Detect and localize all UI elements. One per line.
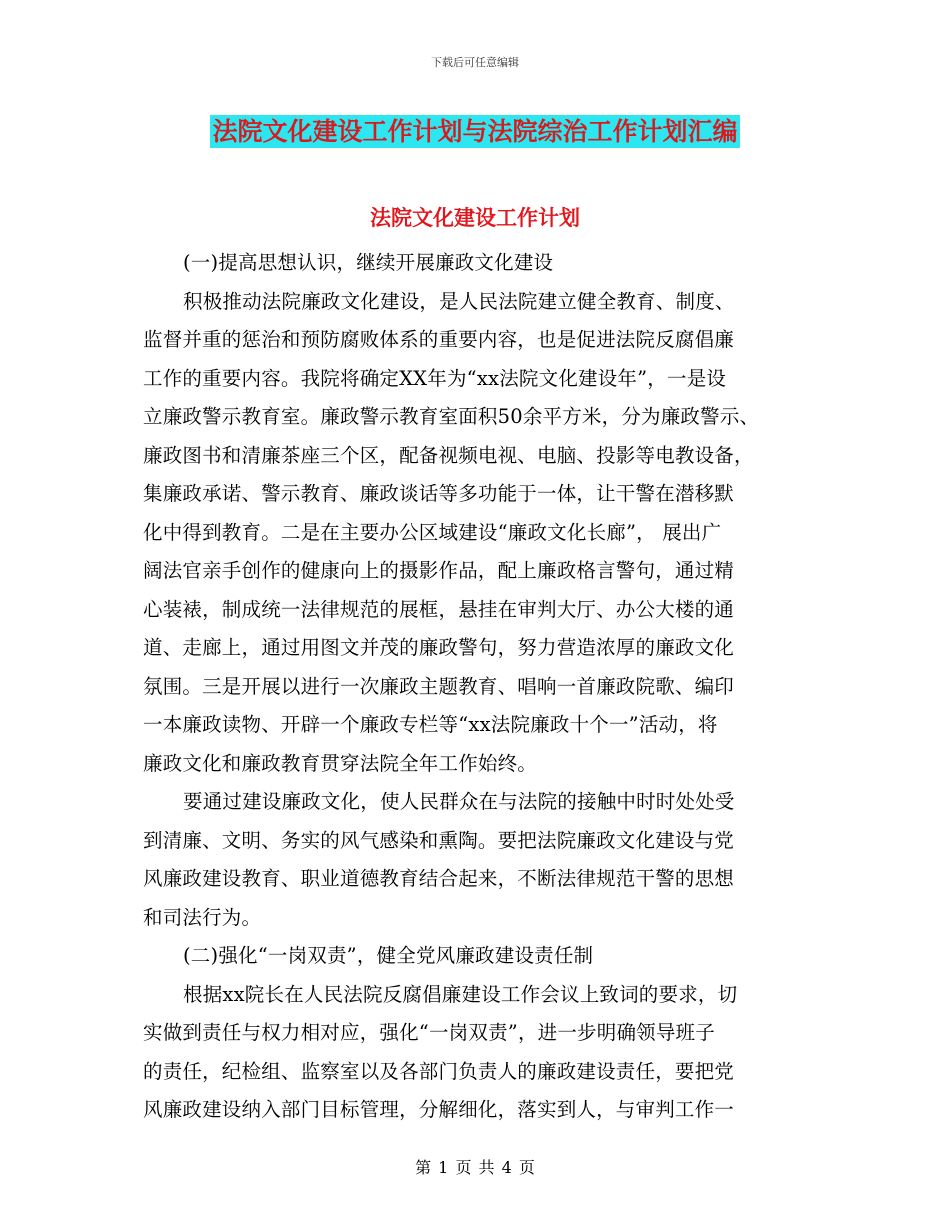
paragraph-line: 风廉政建设教育、职业道德教育结合起来，不断法律规范干警的思想 (143, 867, 735, 890)
paragraph-line: 实做到责任与权力相对应，强化“一岗双责”，进一步明确领导班子 (143, 1021, 715, 1044)
paragraph-line: 立廉政警示教育室。廉政警示教育室面积50余平方米，分为廉政警示、 (143, 405, 760, 428)
paragraph-line: 和司法行为。 (143, 905, 262, 929)
paragraph-line: 一本廉政读物、开辟一个廉政专栏等“xx法院廉政十个一”活动，将 (143, 713, 718, 736)
document-body (143, 244, 803, 1130)
paragraph-line: 工作的重要内容。我院将确定XX年为“xx法院文化建设年”，一是设 (143, 366, 727, 390)
paragraph-line: 廉政图书和清廉茶座三个区，配备视频电视、电脑、投影等电教设备， (143, 443, 754, 467)
page-header-note: 下载后可任意编辑 (431, 56, 519, 69)
paragraph-line: 氛围。三是开展以进行一次廉政主题教育、唱响一首廉政院歌、编印 (143, 674, 735, 698)
paragraph-line: 根据xx院长在人民法院反腐倡廉建设工作会议上致词的要求，切 (183, 982, 738, 1006)
paragraph-line: 集廉政承诺、警示教育、廉政谈话等多功能于一体，让干警在潜移默 (143, 482, 735, 505)
paragraph-line: 化中得到教育。二是在主要办公区域建设“廉政文化长廊”， 展出广 (143, 520, 722, 544)
paragraph-line: 积极推动法院廉政文化建设，是人民法院建立健全教育、制度、 (183, 289, 735, 313)
paragraph-line: 廉政文化和廉政教育贯穿法院全年工作始终。 (143, 751, 538, 775)
paragraph-line: 心装裱，制成统一法律规范的展框，悬挂在审判大厅、办公大楼的通 (143, 597, 735, 621)
section-title: 法院文化建设工作计划 (370, 205, 580, 230)
subheading: (一)提高思想认识，继续开展廉政文化建设 (183, 251, 554, 274)
paragraph-line: 风廉政建设纳入部门目标管理，分解细化，落实到人，与审判工作一 (143, 1098, 735, 1121)
paragraph-line: 道、走廊上，通过用图文并茂的廉政警句，努力营造浓厚的廉政文化 (143, 636, 735, 659)
page-footer-number: 第 1 页 共 4 页 (415, 1158, 535, 1177)
paragraph-line: 到清廉、文明、务实的风气感染和熏陶。要把法院廉政文化建设与党 (143, 828, 735, 852)
paragraph-line: 阔法官亲手创作的健康向上的摄影作品，配上廉政格言警句，通过精 (143, 559, 735, 582)
paragraph-line: 要通过建设廉政文化，使人民群众在与法院的接触中时时处处受 (183, 790, 735, 813)
document-title (0, 112, 950, 148)
document-title-text: 法院文化建设工作计划与法院综治工作计划汇编 (212, 117, 738, 146)
paragraph-line: 监督并重的惩治和预防腐败体系的重要内容，也是促进法院反腐倡廉 (143, 328, 735, 351)
subheading: (二)强化“一岗双责”，健全党风廉政建设责任制 (183, 944, 594, 967)
paragraph-line: 的责任，纪检组、监察室以及各部门负责人的廉政建设责任，要把党 (143, 1059, 735, 1083)
